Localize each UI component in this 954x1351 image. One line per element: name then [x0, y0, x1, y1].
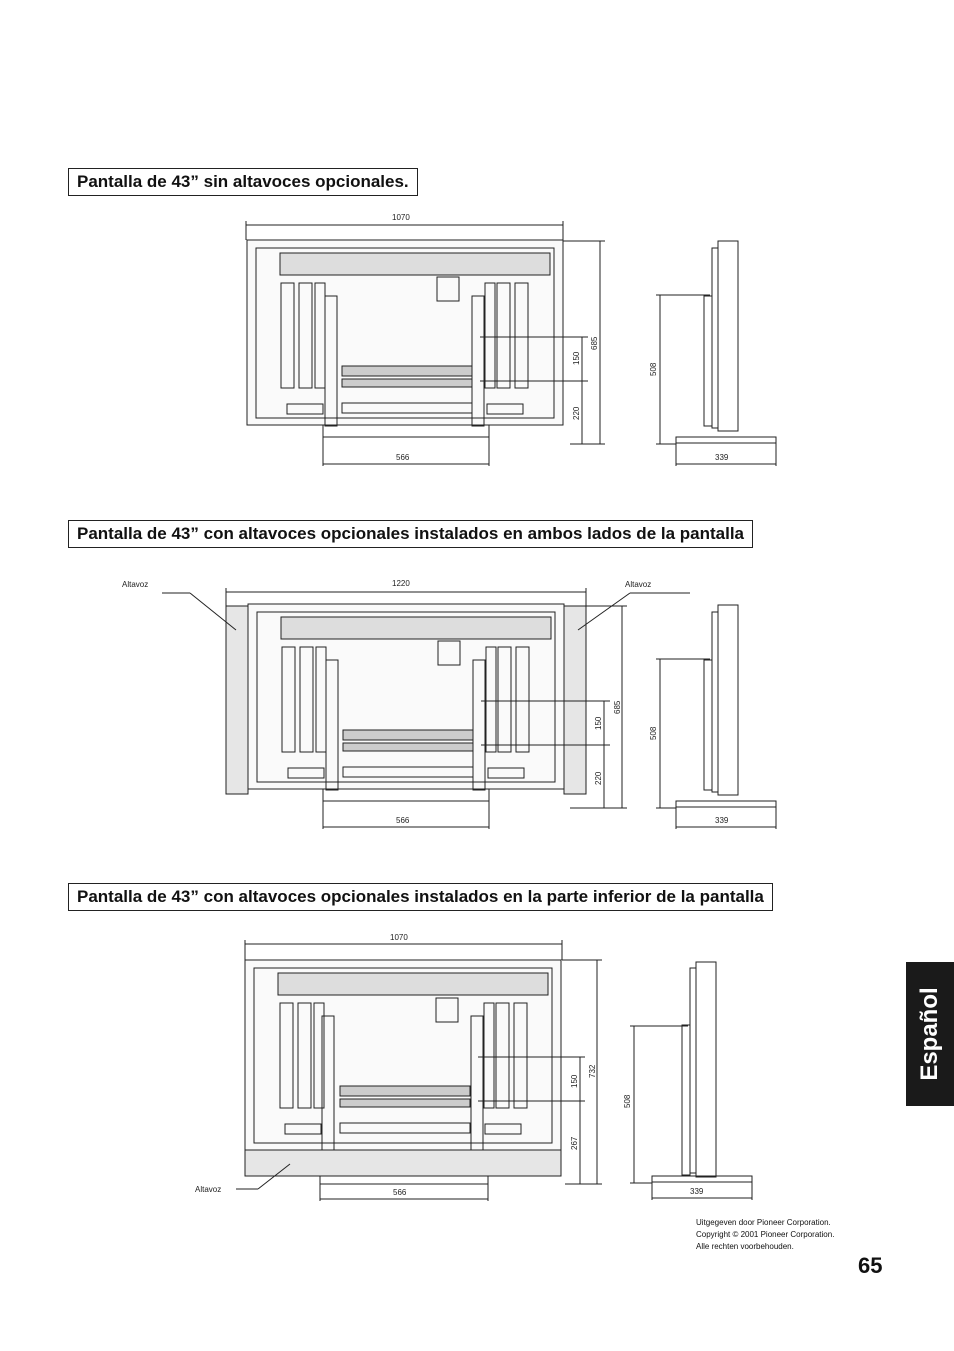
fig3-mount-label: 150 — [570, 1074, 579, 1088]
fig3-speaker-label: Altavoz — [195, 1185, 222, 1194]
fig1-width-label: 1070 — [392, 213, 410, 222]
fig3-width-label: 1070 — [390, 933, 408, 942]
language-tab — [906, 962, 954, 1106]
fig2-width-label: 1220 — [392, 579, 410, 588]
publisher-line-1: Uitgegeven door Pioneer Corporation. — [696, 1218, 831, 1227]
page-number: 65 — [858, 1253, 883, 1278]
fig1-stand-width-label: 566 — [396, 453, 410, 462]
fig2-speaker-right-label: Altavoz — [625, 580, 652, 589]
section-2-heading: Pantalla de 43” con altavoces opcionales instalados en ambos lados de la pantalla — [68, 520, 753, 548]
section-1-heading: Pantalla de 43” sin altavoces opcionales. — [68, 168, 418, 196]
section-3-heading: Pantalla de 43” con altavoces opcionales instalados en la parte inferior de la pantalla — [68, 883, 773, 911]
fig2-height-label: 685 — [613, 700, 622, 714]
fig3-height-label: 732 — [588, 1064, 597, 1078]
fig1-bottom-gap-label: 220 — [572, 406, 581, 420]
fig1-mount-label: 150 — [572, 351, 581, 365]
publisher-line-3: Alle rechten voorbehouden. — [696, 1242, 794, 1251]
language-tab-label: Español — [916, 987, 943, 1081]
fig2-bottom-gap-label: 220 — [594, 771, 603, 785]
fig1-side-height-label: 508 — [649, 362, 658, 376]
publisher-notice — [696, 1217, 834, 1253]
fig3-bottom-gap-label: 267 — [570, 1136, 579, 1150]
fig1-height-label: 685 — [590, 336, 599, 350]
fig1-side-depth-label: 339 — [715, 453, 729, 462]
fig3-side-depth-label: 339 — [690, 1187, 704, 1196]
fig2-side-height-label: 508 — [649, 726, 658, 740]
fig2-speaker-left-label: Altavoz — [122, 580, 149, 589]
fig3-stand-width-label: 566 — [393, 1188, 407, 1197]
fig2-stand-width-label: 566 — [396, 816, 410, 825]
fig2-mount-label: 150 — [594, 716, 603, 730]
fig3-side-height-label: 508 — [623, 1094, 632, 1108]
publisher-line-2: Copyright © 2001 Pioneer Corporation. — [696, 1230, 835, 1239]
fig2-side-depth-label: 339 — [715, 816, 729, 825]
